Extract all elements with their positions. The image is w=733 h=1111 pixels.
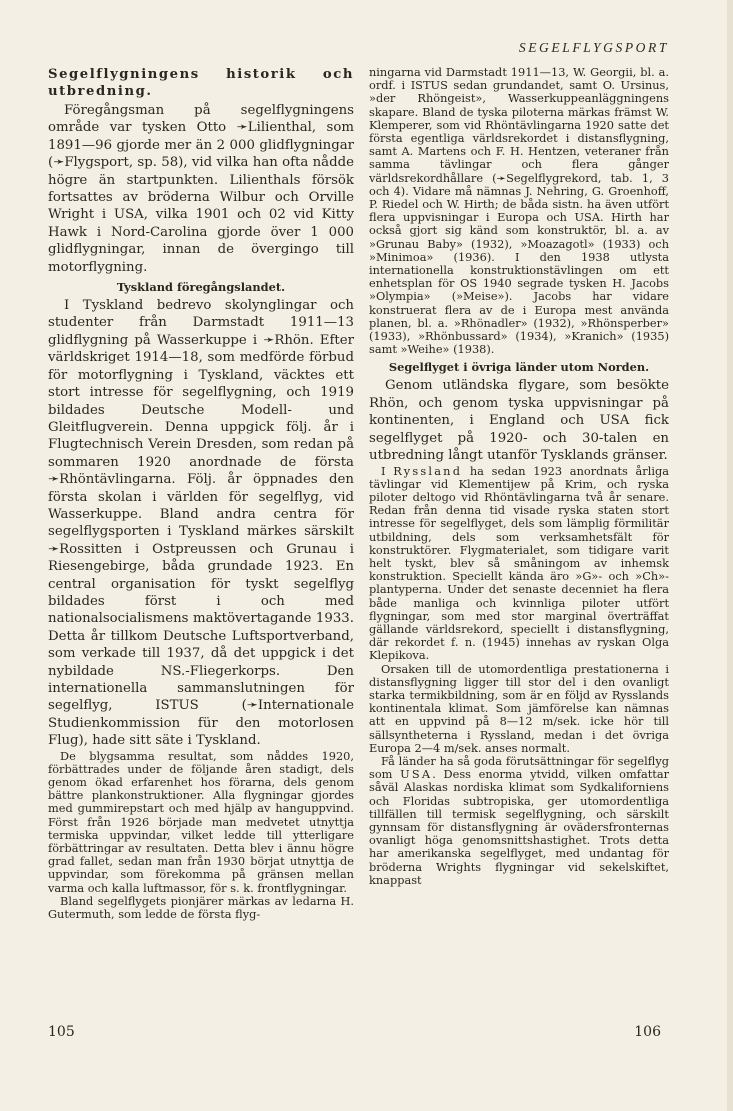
paragraph-start: Få länder ha så goda förutsättningar för segelflyg som: [369, 753, 669, 782]
paragraph: Orsaken till de utomordentliga prestationerna i distansflygning ligger till stor del i den ovanligt starka termikbildning, som är en följd av Rysslands kontinentala klimat. Som jämförelse kan nämnas att en uppvind på 8—12 m/sek. icke hör till sällsyntheterna i Ryssland, medan i det övriga Europa 2—4 m/sek. anses normalt.: [369, 661, 669, 755]
paragraph: Bland segelflygets pionjärer märkas av ledarna H. Gutermuth, som ledde de första flyg-: [48, 893, 354, 922]
section-subhead: Segelflyget i övriga länder utom Norden.: [388, 360, 650, 375]
paragraph: Genom utländska flygare, som besökte Rhön, och genom tyska uppvisningar på kontinenten, i England och USA fick segelflyget på 1920- och 30-talen en utbredning långt utanför Tysklands gränser.: [369, 378, 669, 464]
running-head: SEGELFLYGSPORT: [518, 40, 669, 55]
country-label-usa: USA: [400, 767, 433, 782]
section-subhead: Tyskland föregångslandet.: [116, 280, 286, 295]
page-edge: [727, 0, 733, 1111]
paragraph: Föregångsman på segelflygningens område var tysken Otto ➛Lilienthal, som 1891—96 gjorde mer än 2 000 glidflygningar (➛Flygsport, sp. 58), vid vilka han ofta nådde högre än startpunkten. Lilienthals försök fortsattes av bröderna Wilbur och Orville Wright i USA, vilka 1901 och 02 vid Kitty Hawk i Nord-Carolina gjorde över 1 000 glidflygningar, innan de övergingo till motorflygning.: [48, 103, 354, 275]
paragraph-start: I: [381, 463, 386, 478]
paragraph: [369, 465, 669, 663]
paragraph: [369, 755, 669, 887]
country-label-russia: Ryssland: [393, 463, 463, 478]
paragraph-rest: . Dess enorma ytvidd, vilken omfattar såväl Alaskas nordiska klimat som Sydkaliforniens och Floridas subtropiska, ger utomordentliga tillfällen till termisk segelflygning, och särskilt gynnsam för distansflygning är ovädersfronternas ovanligt höga genomsnittshastighet. Trots detta har amerikanska segelflyget, med undantag för bröderna Wrights flygningar vid sekelskiftet, knappast: [369, 767, 669, 887]
page-number-right: 106: [634, 1024, 661, 1040]
paragraph-rest: ha sedan 1923 anordnats årliga tävlingar vid Klementijew på Krim, och ryska piloter deltogo vid Rhöntävlingarna två år senare. Redan från denna tid visade ryska staten stort intresse för segelflyget, dels som lämplig förmilitär utbildning, dels som verksamhetsfält för konstruktörer. Flygmaterialet, som tidigare varit helt tyskt, blev så småningom av inhemsk konstruktion. Speciellt kända äro »G»- och »Ch»-plantyperna. Under det senaste decenniet ha flera både manliga och kvinnliga piloter utfört flygningar, som med stor marginal överträffat gällande världsrekord, speciellt i distansflygning, där rekordet f. n. (1945) innehas av ryskan Olga Klepikova.: [369, 463, 669, 663]
right-column: [369, 66, 669, 1026]
left-column: [48, 66, 354, 1026]
page-number-left: 105: [48, 1024, 75, 1040]
paragraph: I Tyskland bedrevo skolynglingar och studenter från Darmstadt 1911—13 glidflygning på Wasserkuppe i ➛Rhön. Efter världskriget 1914—18, som medförde förbud för motorflygning i Tyskland, väcktes ett stort intresse för segelflygning, och 1919 bildades Deutsche Modell- und Gleitflugverein. Denna uppgick följ. år i Flugtechnisch Verein Dresden, som redan på sommaren 1920 anordnade de första ➛Rhöntävlingarna. Följ. år öppnades den första skolan i världen för segelflyg, vid Wasserkuppe. Bland andra centra för segelflygsporten i Tyskland märkes särskilt ➛Rossitten i Ostpreussen och Grunau i Riesengebirge, båda grundade 1923. En central organisation för tyskt segelflyg bildades först i och med nationalsocialismens maktövertagande 1933. Detta år tillkom Deutsche Luftsportverband, som verkade till 1937, då det uppgick i det nybildade NS.-Fliegerkorps. Den internationella sammanslutningen för segelflyg, ISTUS (➛Internationale Studienkommission für den motorlosen Flug), hade sitt säte i Tyskland.: [48, 298, 354, 749]
paragraph: De blygsamma resultat, som nåddes 1920, förbättrades under de följande åren stadigt, dels genom ökad erfarenhet hos förarna, dels genom bättre plankonstruktioner. Alla flygningar gjordes med gummirepstart och med hjälp av hanguppvind. Först från 1926 började man medvetet utnyttja termiska uppvindar, vilket ledde till ytterligare förbättringar av resultaten. Detta blev i ännu högre grad fallet, sedan man från 1930 börjat utnyttja de uppvindar, som förekomma på gränsen mellan varma och kalla luftmassor, för s. k. frontflygningar.: [48, 748, 354, 895]
paragraph: ningarna vid Darmstadt 1911—13, W. Georgii, bl. a. ordf. i ISTUS sedan grundandet, samt O. Ursinus, »der Rhöngeist», Wasserkuppeanläggningens skapare. Bland de tyska piloterna märkas främst W. Klemperer, som vid Rhöntävlingarna 1920 satte det första egentliga världsrekordet i distansflygning, samt A. Martens och F. H. Hentzen, veteraner från samma tävlingar och flera gånger världsrekordhållare (➛Segelflygrekord, tab. 1, 3 och 4). Vidare må nämnas J. Nehring, G. Groenhoff, P. Riedel och W. Hirth; de båda sistn. ha även utfört flera uppvisningar i Europa och USA. Hirth har också gjort sig känd som konstruktör, bl. a. av »Grunau Baby» (1932), »Moazagotl» (1933) och »Minimoa» (1936). I den 1938 utlysta internationella konstruktionstävlingen om ett enhetsplan för OS 1940 segrade tysken H. Jacobs »Olympia» (»Meise»). Jacobs har vidare konstruerat flera av de i Europa mest använda planen, bl. a. »Rhönadler» (1932), »Rhönsperber» (1933), »Rhönbussard» (1934), »Kranich» (1935) samt »Weihe» (1938).: [369, 66, 669, 357]
article-title: Segelflygningens historik och utbredning.: [48, 67, 354, 99]
